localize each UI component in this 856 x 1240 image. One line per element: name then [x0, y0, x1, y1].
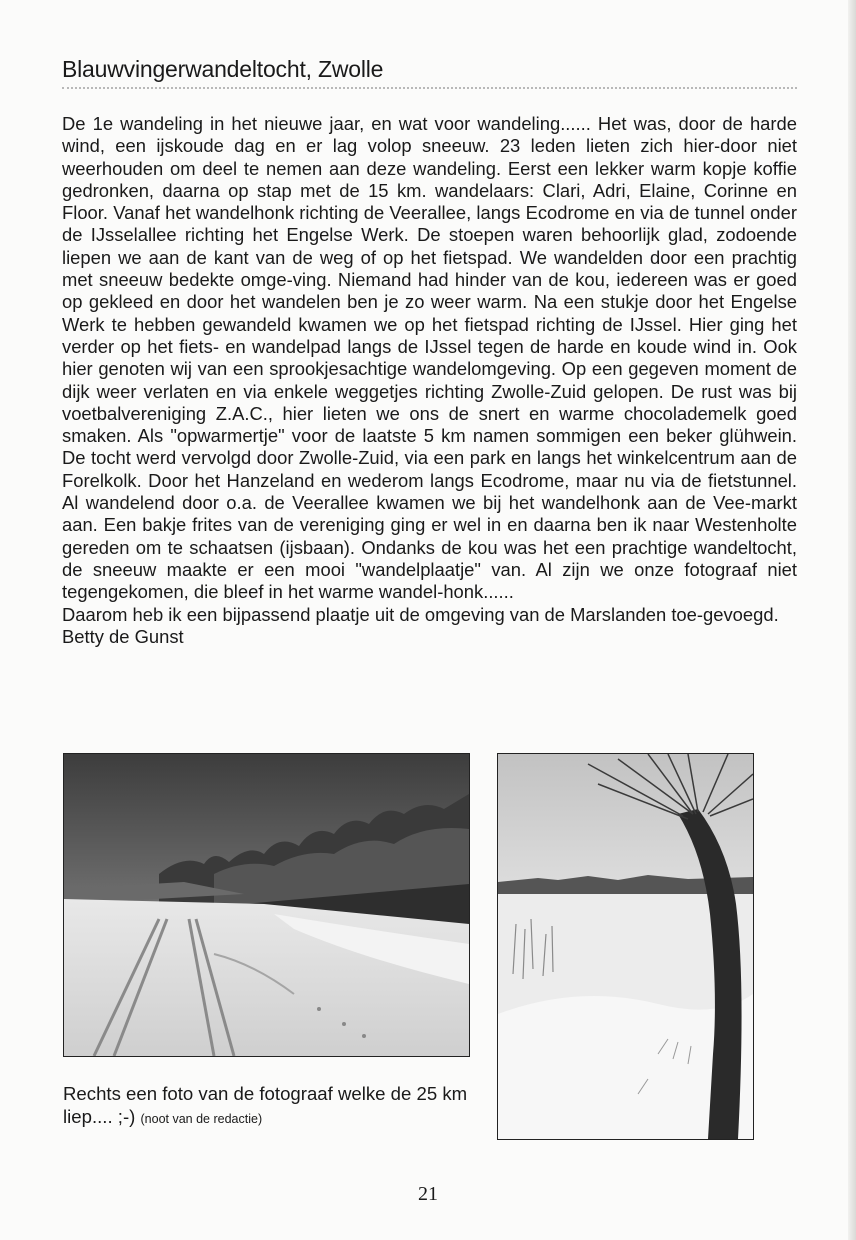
snowy-path-photo — [63, 753, 470, 1057]
article-body — [62, 113, 797, 648]
page-title: Blauwvingerwandeltocht, Zwolle — [62, 56, 384, 82]
editor-note: (noot van de redactie) — [140, 1112, 263, 1126]
title-divider — [62, 87, 797, 89]
page-edge — [848, 0, 856, 1240]
article-paragraph: De 1e wandeling in het nieuwe jaar, en wat voor wandeling...... Het was, door de harde wind, een ijskoude dag en er lag volop sneeuw. 23 leden lieten zich hier-door niet weerhouden om deel te nemen aan deze wandeling. Eerst een lekker warm kopje koffie gedronken, daarna op stap met de 15 km. wandelaars: Clari, Adri, Elaine, Corinne en Floor. Vanaf het wandelhonk richting de Veerallee, langs Ecodrome en via de tunnel onder de IJsselallee richting het Engelse Werk. De stoepen waren behoorlijk glad, zodoende liepen we aan de kant van de weg of op het fietspad. We wandelden door een prachtig met sneeuw bedekte omge-ving. Niemand had hinder van de kou, iedereen was er goed op gekleed en door het wandelen ben je zo weer warm. Na een stukje door het Engelse Werk te hebben gewandeld kwamen we op het fietspad richting de IJssel. Hier ging het verder op het fiets- en wandelpad langs de IJssel tegen de harde en koude wind in. Ook hier genoten wij van een sprookjesachtige wandelomgeving. Op een gegeven moment de dijk weer verlaten en via enkele weggetjes richting Zwolle-Zuid gelopen. De rust was bij voetbalvereniging Z.A.C., hier lieten we ons de snert en warme chocolademelk goed smaken. Als "opwarmertje" voor de laatste 5 km namen sommigen een beker glühwein. De tocht werd vervolgd door Zwolle-Zuid, via een park en langs het winkelcentrum aan de Forelkolk. Door het Hanzeland en wederom langs Ecodrome, maar nu via de fietstunnel. Al wandelend door o.a. de Veerallee kwamen we bij het wandelhonk aan de Vee-markt aan. Een bakje frites van de vereniging ging er wel in en daarna ben ik naar Westenholte gereden om te schaatsen (ijsbaan). Ondanks de kou was het een prachtige wandeltocht, de sneeuw maakte er een mooi "wandelplaatje" van. Al zijn we onze fotograaf niet tegengekomen, die bleef in het warme wandel-honk...... — [62, 113, 797, 603]
article-paragraph: Daarom heb ik een bijpassend plaatje uit de omgeving van de Marslanden toe-gevoegd. Betty de Gunst — [62, 603, 779, 647]
caption-text: Rechts een foto van de fotograaf welke de 25 km liep.... ;-) — [63, 1083, 468, 1127]
photo-caption — [63, 1082, 473, 1131]
page-number: 21 — [418, 1183, 438, 1205]
willow-tree-photo — [497, 753, 754, 1140]
